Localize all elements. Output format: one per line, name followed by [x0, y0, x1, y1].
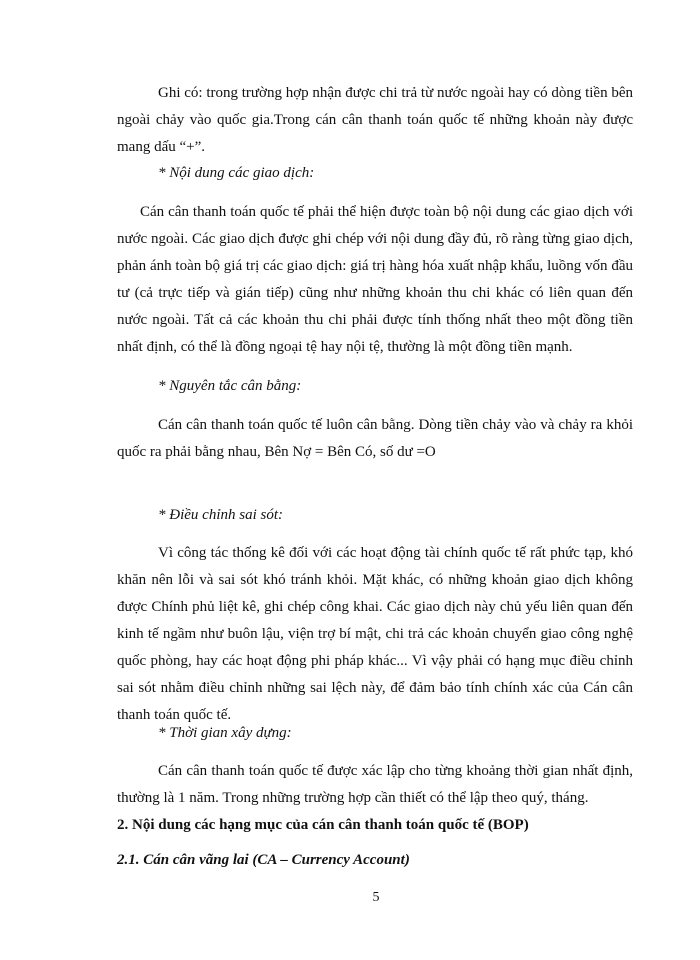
- heading-dieu-chinh-sai-sot: * Điều chỉnh sai sót:: [158, 507, 283, 523]
- paragraph-dieu-chinh-sai-sot: Vì công tác thống kê đối với các hoạt động tài chính quốc tế rất phức tạp, khó khăn nên lỗi và sai sót khó tránh khỏi. Mặt khác, có những khoản giao dịch không được Chính phủ liệt kê, ghi chép công khai. Các giao dịch này chủ yếu liên quan đến kinh tế ngầm như buôn lậu, viện trợ bí mật, chi trả các khoản chuyển giao công nghệ quốc phòng, hay các hoạt động phi pháp khác... Vì vậy phải có hạng mục điều chỉnh sai sót nhằm điều chỉnh những sai lệch này, để đảm bảo tính chính xác của Cán cân thanh toán quốc tế.: [117, 545, 633, 723]
- paragraph-nguyen-tac-can-bang: Cán cân thanh toán quốc tế luôn cân bằng. Dòng tiền chảy vào và chảy ra khỏi quốc ra phải bằng nhau, Bên Nợ = Bên Có, số dư =O: [117, 417, 633, 460]
- section-2-1-title: 2.1. Cán cân vãng lai (CA – Currency Account): [117, 852, 410, 868]
- paragraph-ghi-co: Ghi có: trong trường hợp nhận được chi trả từ nước ngoài hay có dòng tiền bên ngoài chảy vào quốc gia.Trong cán cân thanh toán quốc tế những khoản này được mang dấu “+”.: [117, 85, 633, 155]
- heading-noi-dung-giao-dich: * Nội dung các giao dịch:: [158, 165, 315, 181]
- section-2-title: 2. Nội dung các hạng mục của cán cân thanh toán quốc tế (BOP): [117, 817, 529, 833]
- heading-thoi-gian-xay-dung: * Thời gian xây dựng:: [158, 725, 292, 741]
- paragraph-noi-dung-giao-dich: Cán cân thanh toán quốc tế phải thể hiện được toàn bộ nội dung các giao dịch với nước ngoài. Các giao dịch được ghi chép với nội dung đầy đủ, rõ ràng từng giao dịch, phản ánh toàn bộ giá trị các giao dịch: giá trị hàng hóa xuất nhập khẩu, luồng vốn đầu tư (cả trực tiếp và gián tiếp) cũng như những khoản thu chi khác có liên quan đến nước ngoài. Tất cả các khoản thu chi phải được tính thống nhất theo một đồng tiền nhất định, có thể là đồng ngoại tệ hay nội tệ, thường là một đồng tiền mạnh.: [117, 204, 633, 355]
- heading-nguyen-tac-can-bang: * Nguyên tắc cân bằng:: [158, 378, 302, 394]
- page-number: 5: [372, 890, 380, 905]
- paragraph-thoi-gian-xay-dung: Cán cân thanh toán quốc tế được xác lập cho từng khoảng thời gian nhất định, thường là 1 năm. Trong những trường hợp cần thiết có thể lập theo quý, tháng.: [117, 763, 633, 806]
